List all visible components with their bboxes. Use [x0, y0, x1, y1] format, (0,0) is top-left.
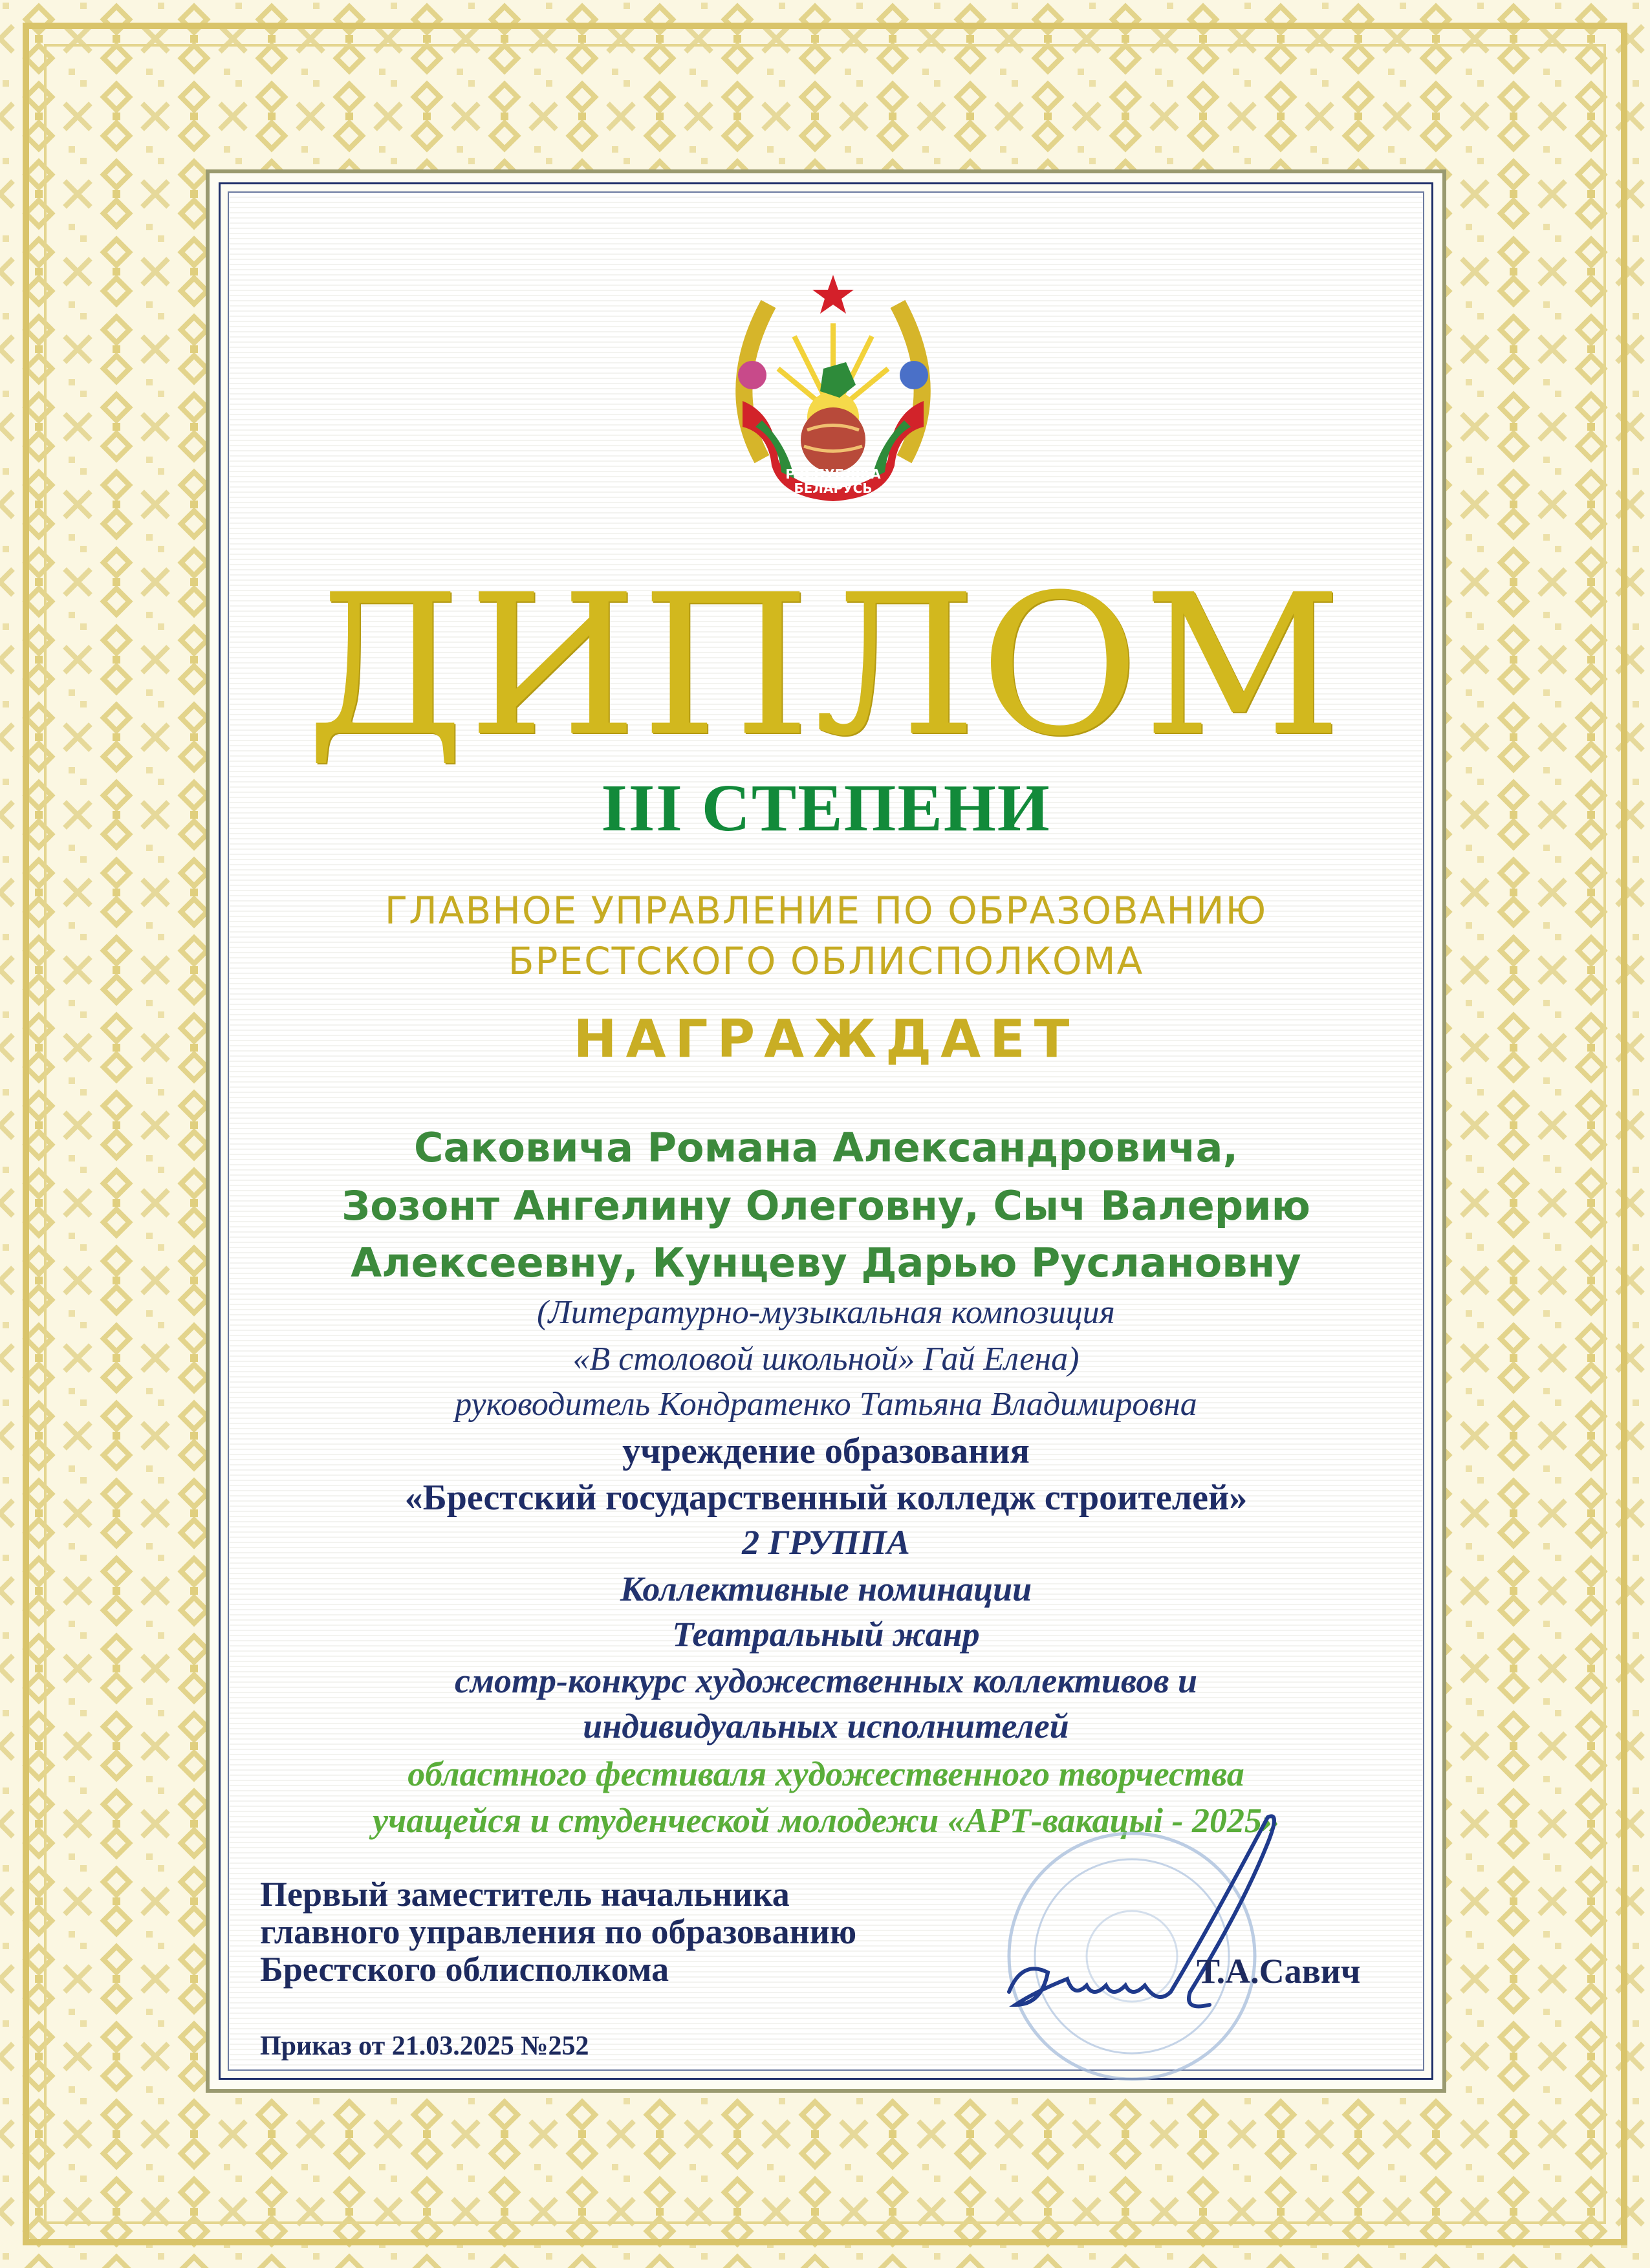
work-line-1: (Литературно-музыкальная композиция — [537, 1294, 1115, 1331]
awards-label: НАГРАЖДАЕТ — [573, 1009, 1079, 1069]
organization-line-1: ГЛАВНОЕ УПРАВЛЕНИЕ ПО ОБРАЗОВАНИЮ — [384, 889, 1268, 933]
signatory-line-2: главного управления по образованию — [260, 1912, 857, 1951]
organization-line-2: БРЕСТСКОГО ОБЛИСПОЛКОМА — [508, 939, 1144, 983]
work-line-2: «В столовой школьной» Гай Елена) — [572, 1341, 1080, 1377]
festival-line-1: областного фестиваля художественного творчества — [407, 1755, 1244, 1793]
degree-label: III СТЕПЕНИ — [601, 771, 1051, 845]
contest-line-1: смотр-конкурс художественных коллективов и — [454, 1661, 1197, 1700]
signatory-title — [260, 1875, 856, 1988]
svg-text:РЭСПУБЛІКА: РЭСПУБЛІКА — [785, 466, 881, 482]
recipients-line-3: Алексеевну, Кунцеву Дарью Руслановну — [351, 1239, 1301, 1286]
recipients-line-1: Саковича Романа Александровича, — [413, 1124, 1239, 1171]
diploma-title: ДИПЛОМ — [306, 553, 1346, 779]
signatory-line-3: Брестского облисполкома — [260, 1950, 669, 1989]
festival-line-2: учащейся и студенческой молодежи «АРТ-вакацыі - 2025» — [373, 1801, 1279, 1840]
signatory-line-1: Первый заместитель начальника — [260, 1875, 790, 1914]
supervisor-line: руководитель Кондратенко Татьяна Владимировна — [455, 1386, 1197, 1423]
nomination-label: Коллективные номинации — [620, 1570, 1032, 1608]
order-reference: Приказ от 21.03.2025 №252 — [260, 2031, 589, 2061]
handwritten-signature — [996, 1798, 1307, 2031]
institution-line-1: учреждение образования — [622, 1431, 1030, 1471]
coat-of-arms-belarus-icon — [717, 265, 950, 511]
institution-line-2: «Брестский государственный колледж строителей» — [404, 1478, 1248, 1518]
genre-label: Театральный жанр — [672, 1615, 980, 1654]
svg-text:БЕЛАРУСЬ: БЕЛАРУСЬ — [794, 481, 873, 496]
contest-line-2: индивидуальных исполнителей — [583, 1707, 1069, 1745]
signatory-name: Т.А.Савич — [1197, 1952, 1361, 1991]
recipients-line-2: Зозонт Ангелину Олеговну, Сыч Валерию — [342, 1182, 1310, 1229]
group-label: 2 ГРУППА — [742, 1523, 910, 1562]
